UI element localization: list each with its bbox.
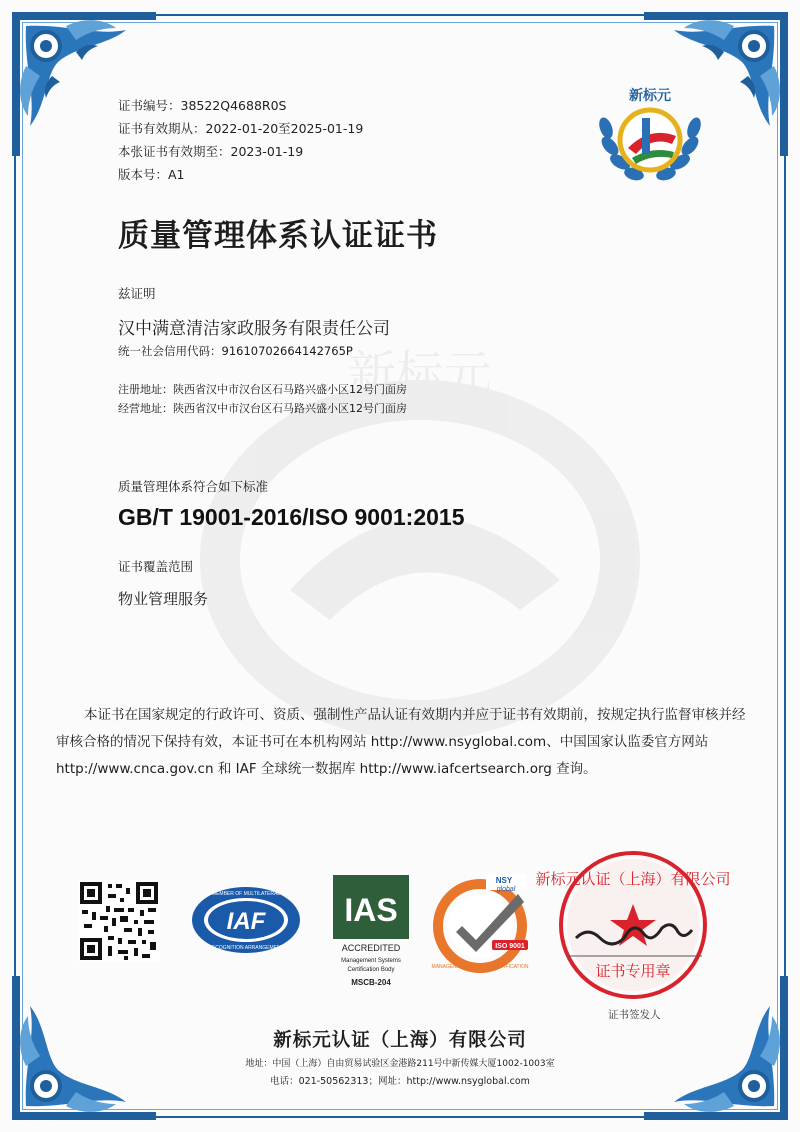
certificate-meta [118, 94, 363, 186]
issuer-name: 新标元认证（上海）有限公司 [273, 1030, 527, 1051]
svg-text:MANAGEMENT SYSTEM CERTIFICATIO: MANAGEMENT SYSTEM CERTIFICATION [431, 964, 529, 970]
certificate-valid-until: 本张证书有效期至：2023-01-19 [118, 144, 304, 159]
certificate-version: 版本号：A1 [118, 167, 185, 182]
svg-text:新标元: 新标元 [347, 346, 493, 402]
certificate-title: 质量管理体系认证证书 [118, 218, 438, 254]
svg-text:新标元: 新标元 [629, 88, 671, 104]
laurel-logo-icon [592, 78, 708, 186]
svg-text:global: global [496, 886, 516, 893]
qr-code-icon [78, 880, 160, 962]
svg-text:MSCB-204: MSCB-204 [351, 978, 391, 987]
svg-text:IAS: IAS [344, 892, 398, 928]
standard-label: 质量管理体系符合如下标准 [118, 479, 269, 494]
svg-text:新标元认证（上海）有限公司: 新标元认证（上海）有限公司 [535, 870, 731, 888]
svg-text:ISO 9001: ISO 9001 [495, 943, 525, 950]
credit-code: 统一社会信用代码：91610702664142765P [118, 344, 353, 358]
svg-text:Management Systems: Management Systems [341, 958, 401, 964]
scope-label: 证书覆盖范围 [118, 559, 194, 574]
svg-text:NSY: NSY [495, 876, 513, 885]
validity-statement: 本证书在国家规定的行政许可、资质、强制性产品认证有效期内并应于证书有效期前，按规定执行监督审核并经审核合格的情况下保持有效，本证书可在本机构网站 http://www.nsyglobal.com、中国国家认监委官方网站 http://www.cnca.gov.cn 和 IAF 全球统一数据库 http://www.iafcertsearch.org 查询。 [56, 707, 746, 777]
certificate-validity-range: 证书有效期从：2022-01-20至2025-01-19 [118, 121, 364, 136]
signer-label: 证书签发人 [608, 1009, 661, 1021]
svg-text:MEMBER OF MULTILATERAL: MEMBER OF MULTILATERAL [211, 891, 281, 897]
ias-accredited-icon [333, 875, 409, 995]
scope-value: 物业管理服务 [118, 590, 209, 608]
certificate-number: 证书编号：38522Q4688R0S [118, 98, 287, 113]
nsy-certification-icon [431, 872, 546, 972]
standard-code: GB/T 19001-2016/ISO 9001:2015 [118, 504, 465, 530]
registered-address: 注册地址：陕西省汉中市汉台区石马路兴盛小区12号门面房 [118, 383, 407, 396]
business-address: 经营地址：陕西省汉中市汉台区石马路兴盛小区12号门面房 [118, 402, 407, 415]
iaf-logo-icon [190, 885, 302, 955]
svg-text:证书专用章: 证书专用章 [595, 962, 671, 980]
svg-text:RECOGNITION ARRANGEMENT: RECOGNITION ARRANGEMENT [208, 945, 284, 951]
svg-text:ACCREDITED: ACCREDITED [341, 943, 401, 953]
svg-text:Certification Body: Certification Body [347, 967, 395, 973]
company-name: 汉中满意清洁家政服务有限责任公司 [118, 319, 390, 339]
svg-text:IAF: IAF [226, 908, 266, 935]
company-seal-icon [535, 848, 731, 1002]
issuer-contact: 电话：021-50562313；网址：http://www.nsyglobal.com [270, 1076, 530, 1087]
issuer-address: 地址：中国（上海）自由贸易试验区金港路211号中新传媒大厦1002-1003室 [245, 1059, 555, 1069]
certify-label: 兹证明 [118, 286, 156, 301]
